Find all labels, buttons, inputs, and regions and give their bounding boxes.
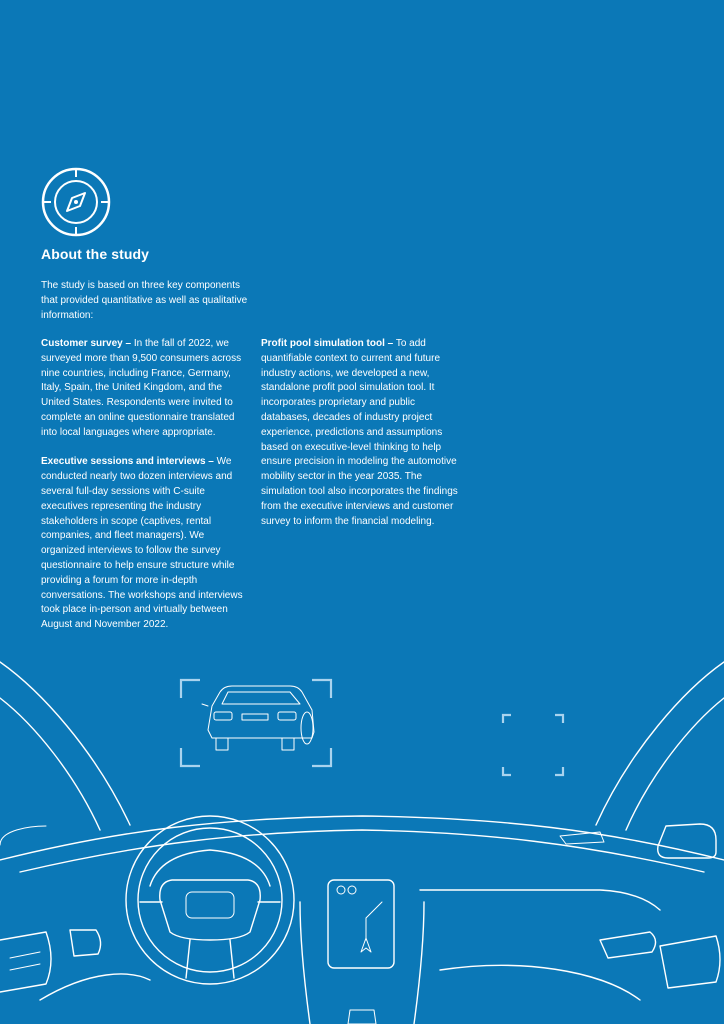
paragraph-heading: Executive sessions and interviews – <box>41 456 214 468</box>
door-left-trim-2 <box>10 964 40 970</box>
door-left <box>0 932 51 992</box>
paragraph-heading: Customer survey – <box>41 338 132 349</box>
door-left-trim <box>10 952 40 958</box>
intro-text: The study is based on three key components that provided quantitative as well as qualitative information: <box>41 280 248 321</box>
vent-left <box>70 930 101 956</box>
glovebox-line <box>420 890 660 910</box>
right-pillar-outline <box>596 662 724 825</box>
profit-pool-paragraph <box>261 337 464 529</box>
left-pillar-inner <box>0 698 100 830</box>
navigation-screen <box>328 880 394 968</box>
right-mirror <box>658 824 716 858</box>
left-mirror <box>0 826 46 845</box>
right-column <box>261 337 464 544</box>
paragraph-body: To add quantifiable context to current and future industry actions, we developed a new, standalone profit pool simulation tool. It incorporates proprietary and public databases, decades of industry project experience, predictions and assumptions based on executive-level thinking to help ensure precision in modeling the automotive mobility sector in the year 2035. The simulation tool also incorporates the findings from the executive interviews and customer survey to inform the financial modeling. <box>261 338 458 527</box>
dashboard-illustration <box>0 640 724 1024</box>
door-vent-right <box>660 936 720 988</box>
left-column <box>41 337 246 648</box>
customer-survey-paragraph <box>41 337 246 441</box>
console-right <box>414 902 424 1024</box>
empty-target-bracket <box>503 715 563 775</box>
right-pillar-inner <box>626 698 724 830</box>
paragraph-heading: Profit pool simulation tool – <box>261 338 394 349</box>
vent-right <box>600 932 656 958</box>
compass-icon <box>40 166 112 238</box>
car-target-bracket <box>181 680 331 766</box>
steering-wheel <box>126 816 294 984</box>
section-title: About the study <box>41 246 150 262</box>
left-pillar-outline <box>0 662 130 825</box>
car-icon <box>202 686 314 750</box>
dash-lower-right <box>440 965 640 1000</box>
console-knob <box>348 1010 376 1024</box>
paragraph-body: In the fall of 2022, we surveyed more than 9,500 consumers across nine countries, including France, Germany, Italy, Spain, the United Kingdom, and the United States. Respondents were invited to complete an online questionnaire translated into local languages where appropriate. <box>41 338 242 438</box>
paragraph-body: We conducted nearly two dozen interviews and several full-day sessions with C-suite executives representing the industry stakeholders in scope (captives, rental companies, and fleet managers). We organized interviews to follow the survey questionnaire to help ensure structure while providing a forum for more in-depth conversations. The workshops and interviews took place in-person and virtually between August and November 2022. <box>41 456 243 631</box>
executive-sessions-paragraph <box>41 455 246 633</box>
dash-lower-left <box>40 974 150 1000</box>
console-left <box>300 902 310 1024</box>
